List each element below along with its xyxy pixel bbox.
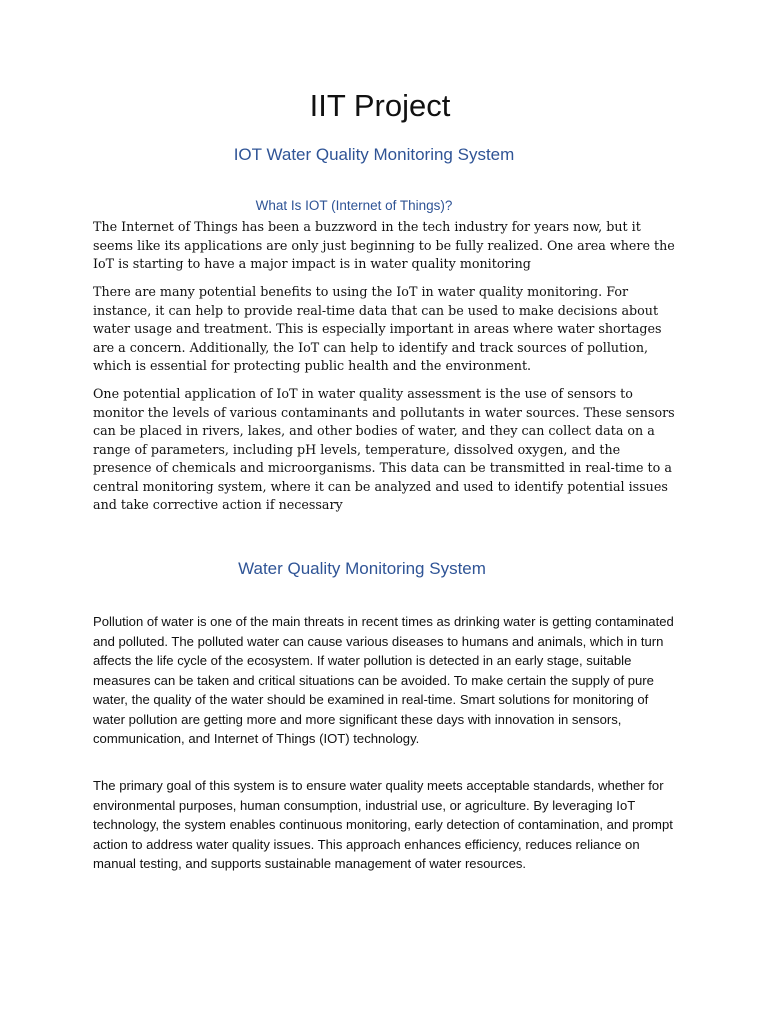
document-subtitle: IOT Water Quality Monitoring System — [233, 145, 515, 164]
paragraph-iot-intro: The Internet of Things has been a buzzword in the tech industry for years now, but it seems like its applications are only just beginning to be fully realized. One area where the IoT is starting to have a major impact is in water quality monitoring — [93, 219, 675, 271]
section-heading-water-quality: Water Quality Monitoring System — [238, 559, 486, 578]
document-title: IIT Project — [309, 88, 451, 123]
paragraph-water-pollution: Pollution of water is one of the main threats in recent times as drinking water is getting contaminated and polluted. The polluted water can cause various diseases to humans and animals, which in turn affects the life cycle of the ecosystem. If water pollution is detected in an early stage, suitable measures can be taken and critical situations can be avoided. To make certain the supply of pure water, the quality of the water should be examined in real-time. Smart solutions for monitoring of water pollution are getting more and more significant these days with innovation in sensors, communication, and Internet of Things (IOT) technology. — [93, 614, 674, 746]
paragraph-system-goal: The primary goal of this system is to ensure water quality meets acceptable standards, whether for environmental purposes, human consumption, industrial use, or agriculture. By leveraging IoT technology, the system enables continuous monitoring, early detection of contamination, and prompt action to address water quality issues. This approach enhances efficiency, reduces reliance on manual testing, and supports sustainable management of water resources. — [93, 778, 673, 871]
paragraph-iot-sensors: One potential application of IoT in water quality assessment is the use of sensors to monitor the levels of various contaminants and pollutants in water sources. These sensors can be placed in rivers, lakes, and other bodies of water, and they can collect data on a range of parameters, including pH levels, temperature, dissolved oxygen, and the presence of chemicals and microorganisms. This data can be transmitted in real-time to a central monitoring system, where it can be analyzed and used to identify potential issues and take corrective action if necessary — [93, 386, 675, 512]
section-heading-iot: What Is IOT (Internet of Things)? — [255, 198, 453, 213]
paragraph-iot-benefits: There are many potential benefits to using the IoT in water quality monitoring. For instance, it can help to provide real-time data that can be used to make decisions about water usage and treatment. This is especially important in areas where water shortages are a concern. Additionally, the IoT can help to identify and track sources of pollution, which is essential for protecting public health and the environment. — [93, 284, 662, 373]
